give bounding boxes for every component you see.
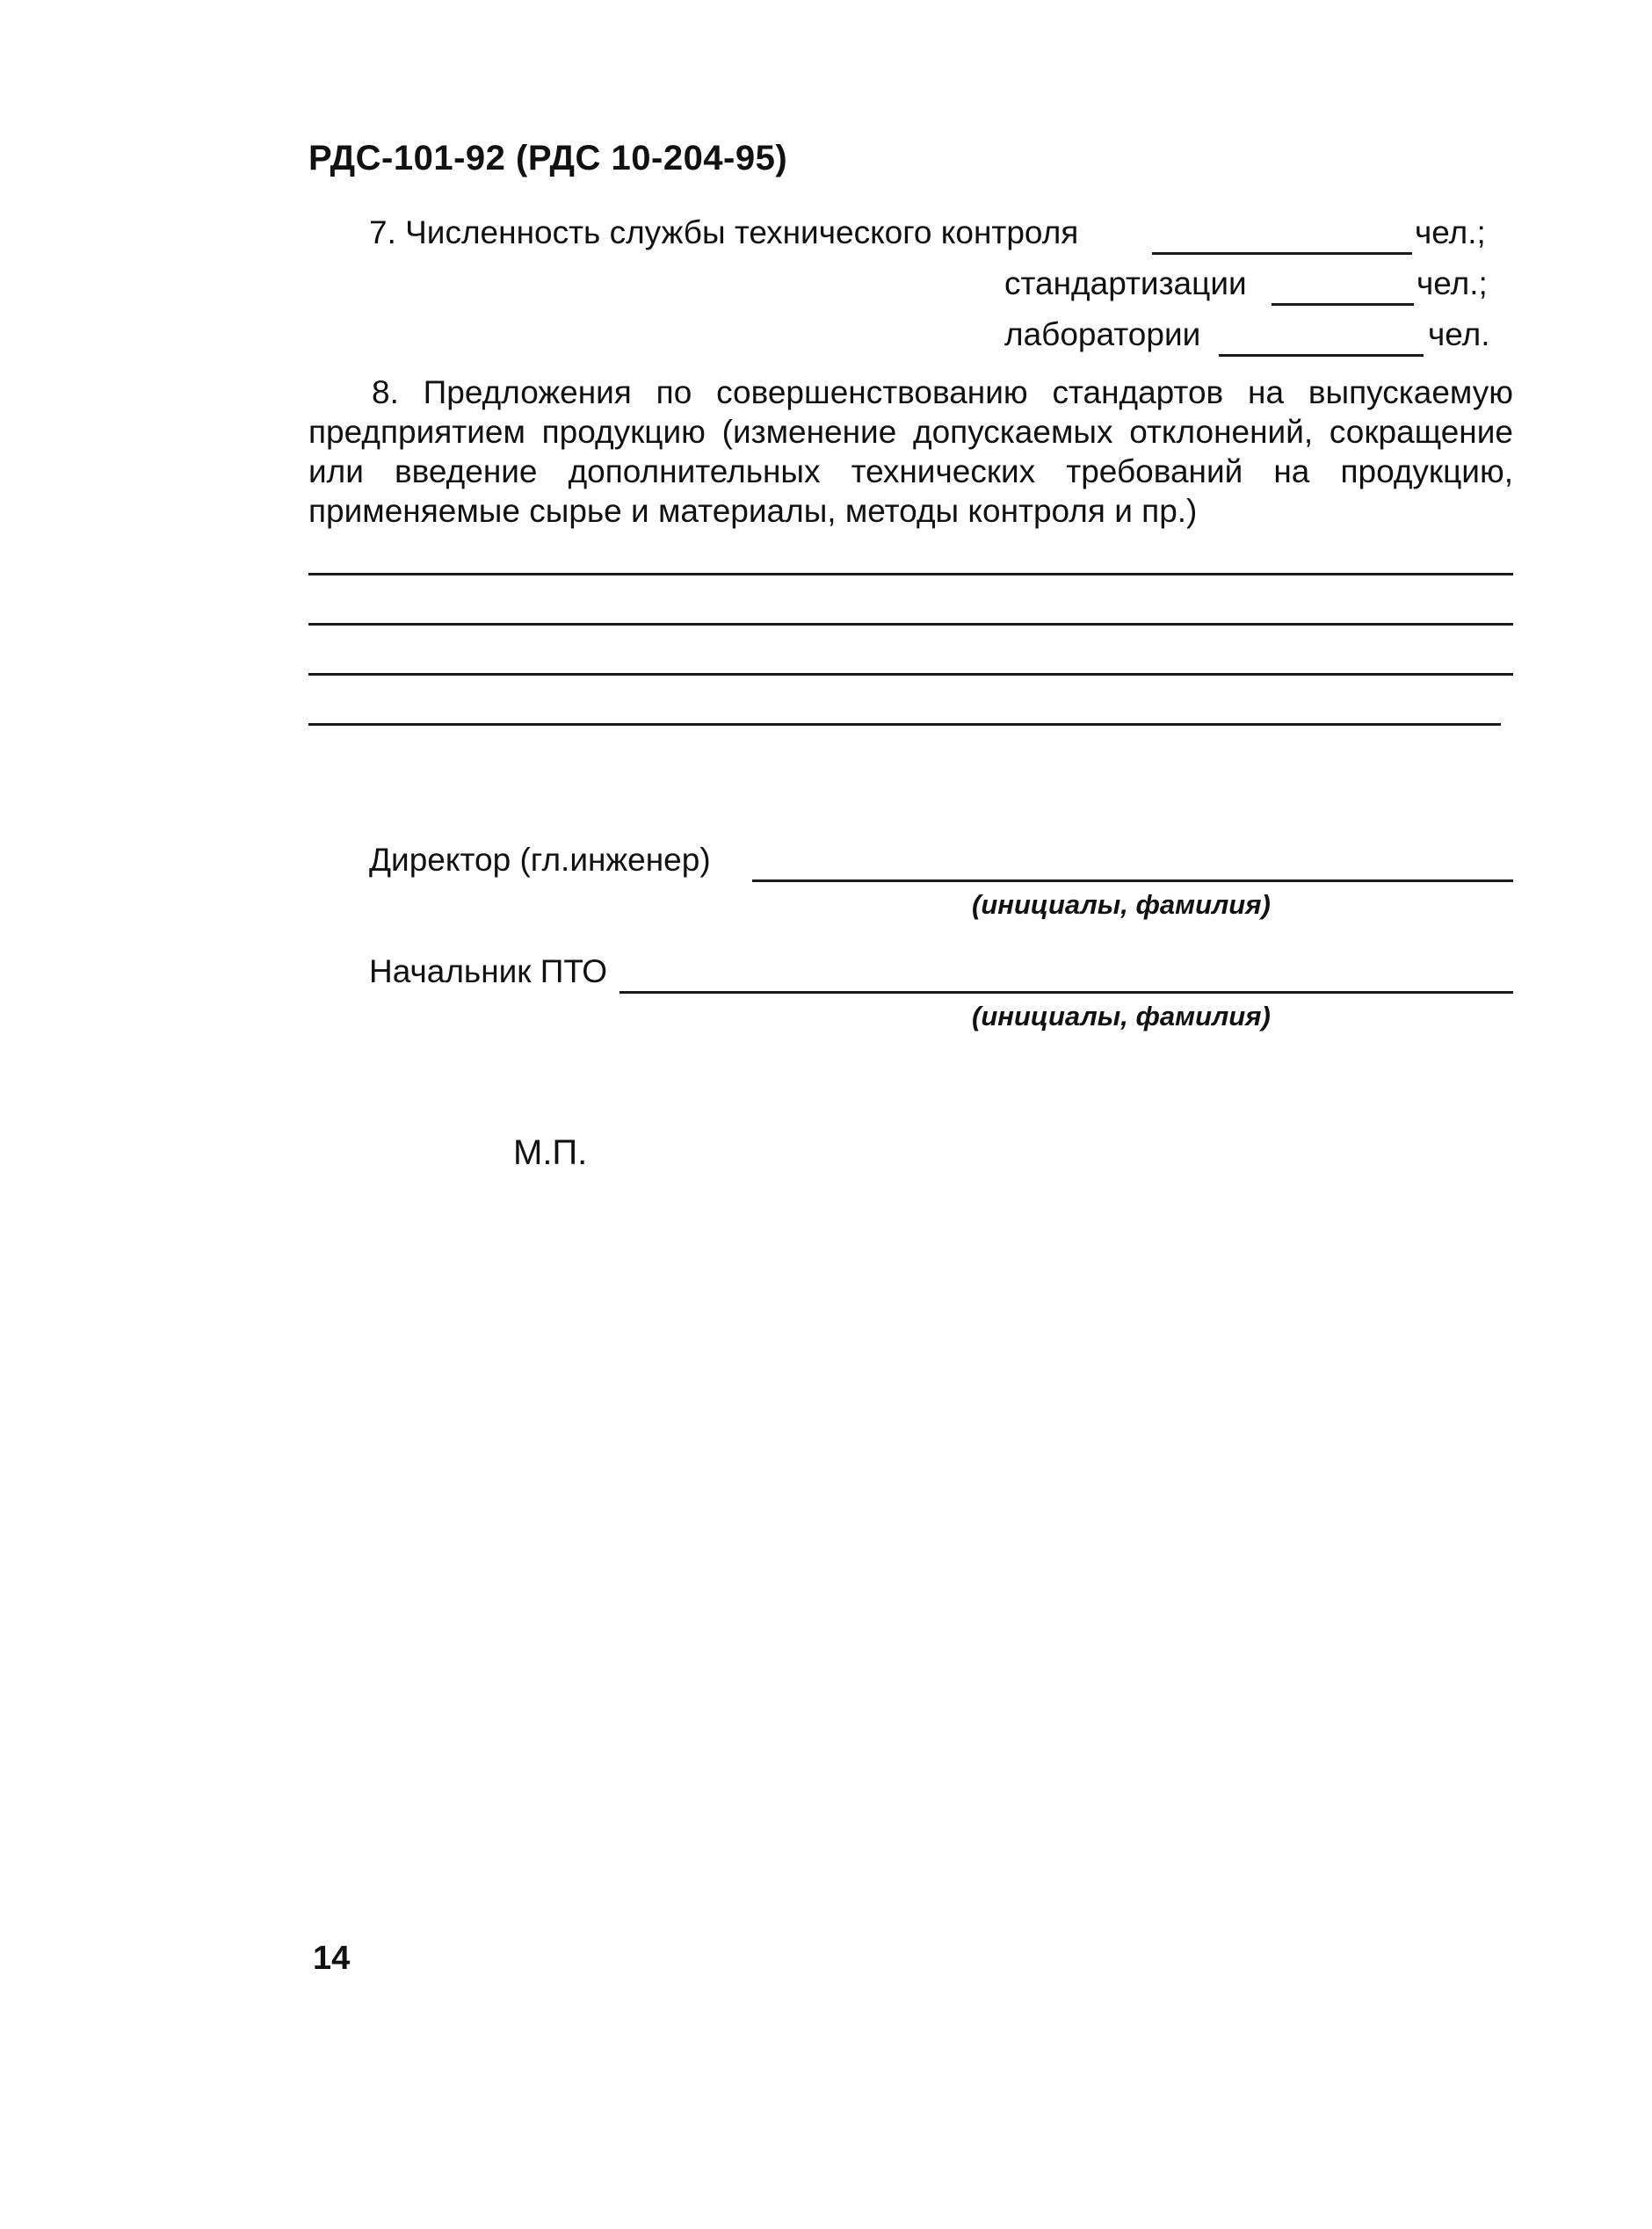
proposal-line-3[interactable] [308, 673, 1513, 676]
proposal-line-1[interactable] [308, 573, 1513, 575]
staff-control-unit: чел.; [1415, 214, 1486, 250]
pto-label: Начальник ПТО [369, 953, 608, 989]
director-initials-hint: (инициалы, фамилия) [972, 889, 1271, 920]
laboratory-label: лаборатории [1004, 316, 1201, 352]
standardization-label: стандартизации [1004, 265, 1247, 301]
laboratory-unit: чел. [1428, 316, 1490, 352]
proposal-line-2[interactable] [308, 623, 1513, 626]
page-number: 14 [313, 1940, 351, 1977]
staff-control-blank-line[interactable] [1152, 252, 1412, 255]
pto-initials-hint: (инициалы, фамилия) [972, 1001, 1271, 1031]
standardization-unit: чел.; [1417, 265, 1488, 301]
director-signature-line[interactable] [752, 879, 1513, 882]
director-label: Директор (гл.инженер) [369, 842, 711, 878]
staff-control-label: 7. Численность службы технического контроля [369, 214, 1079, 250]
laboratory-blank-line[interactable] [1219, 354, 1424, 357]
stamp-place: М.П. [513, 1133, 588, 1172]
proposal-line-4[interactable] [308, 723, 1501, 726]
pto-signature-line[interactable] [620, 991, 1513, 994]
document-header: РДС-101-92 (РДС 10-204-95) [308, 139, 788, 177]
standardization-blank-line[interactable] [1272, 303, 1414, 306]
proposals-paragraph: 8. Предложения по совершенствованию стандартов на выпускаемую предприятием продукцию (изменение допускаемых отклонений, сокращение или введение дополнительных технических требований на продукцию, применяемые сырье и материалы, методы контроля и пр.) [308, 374, 1513, 529]
